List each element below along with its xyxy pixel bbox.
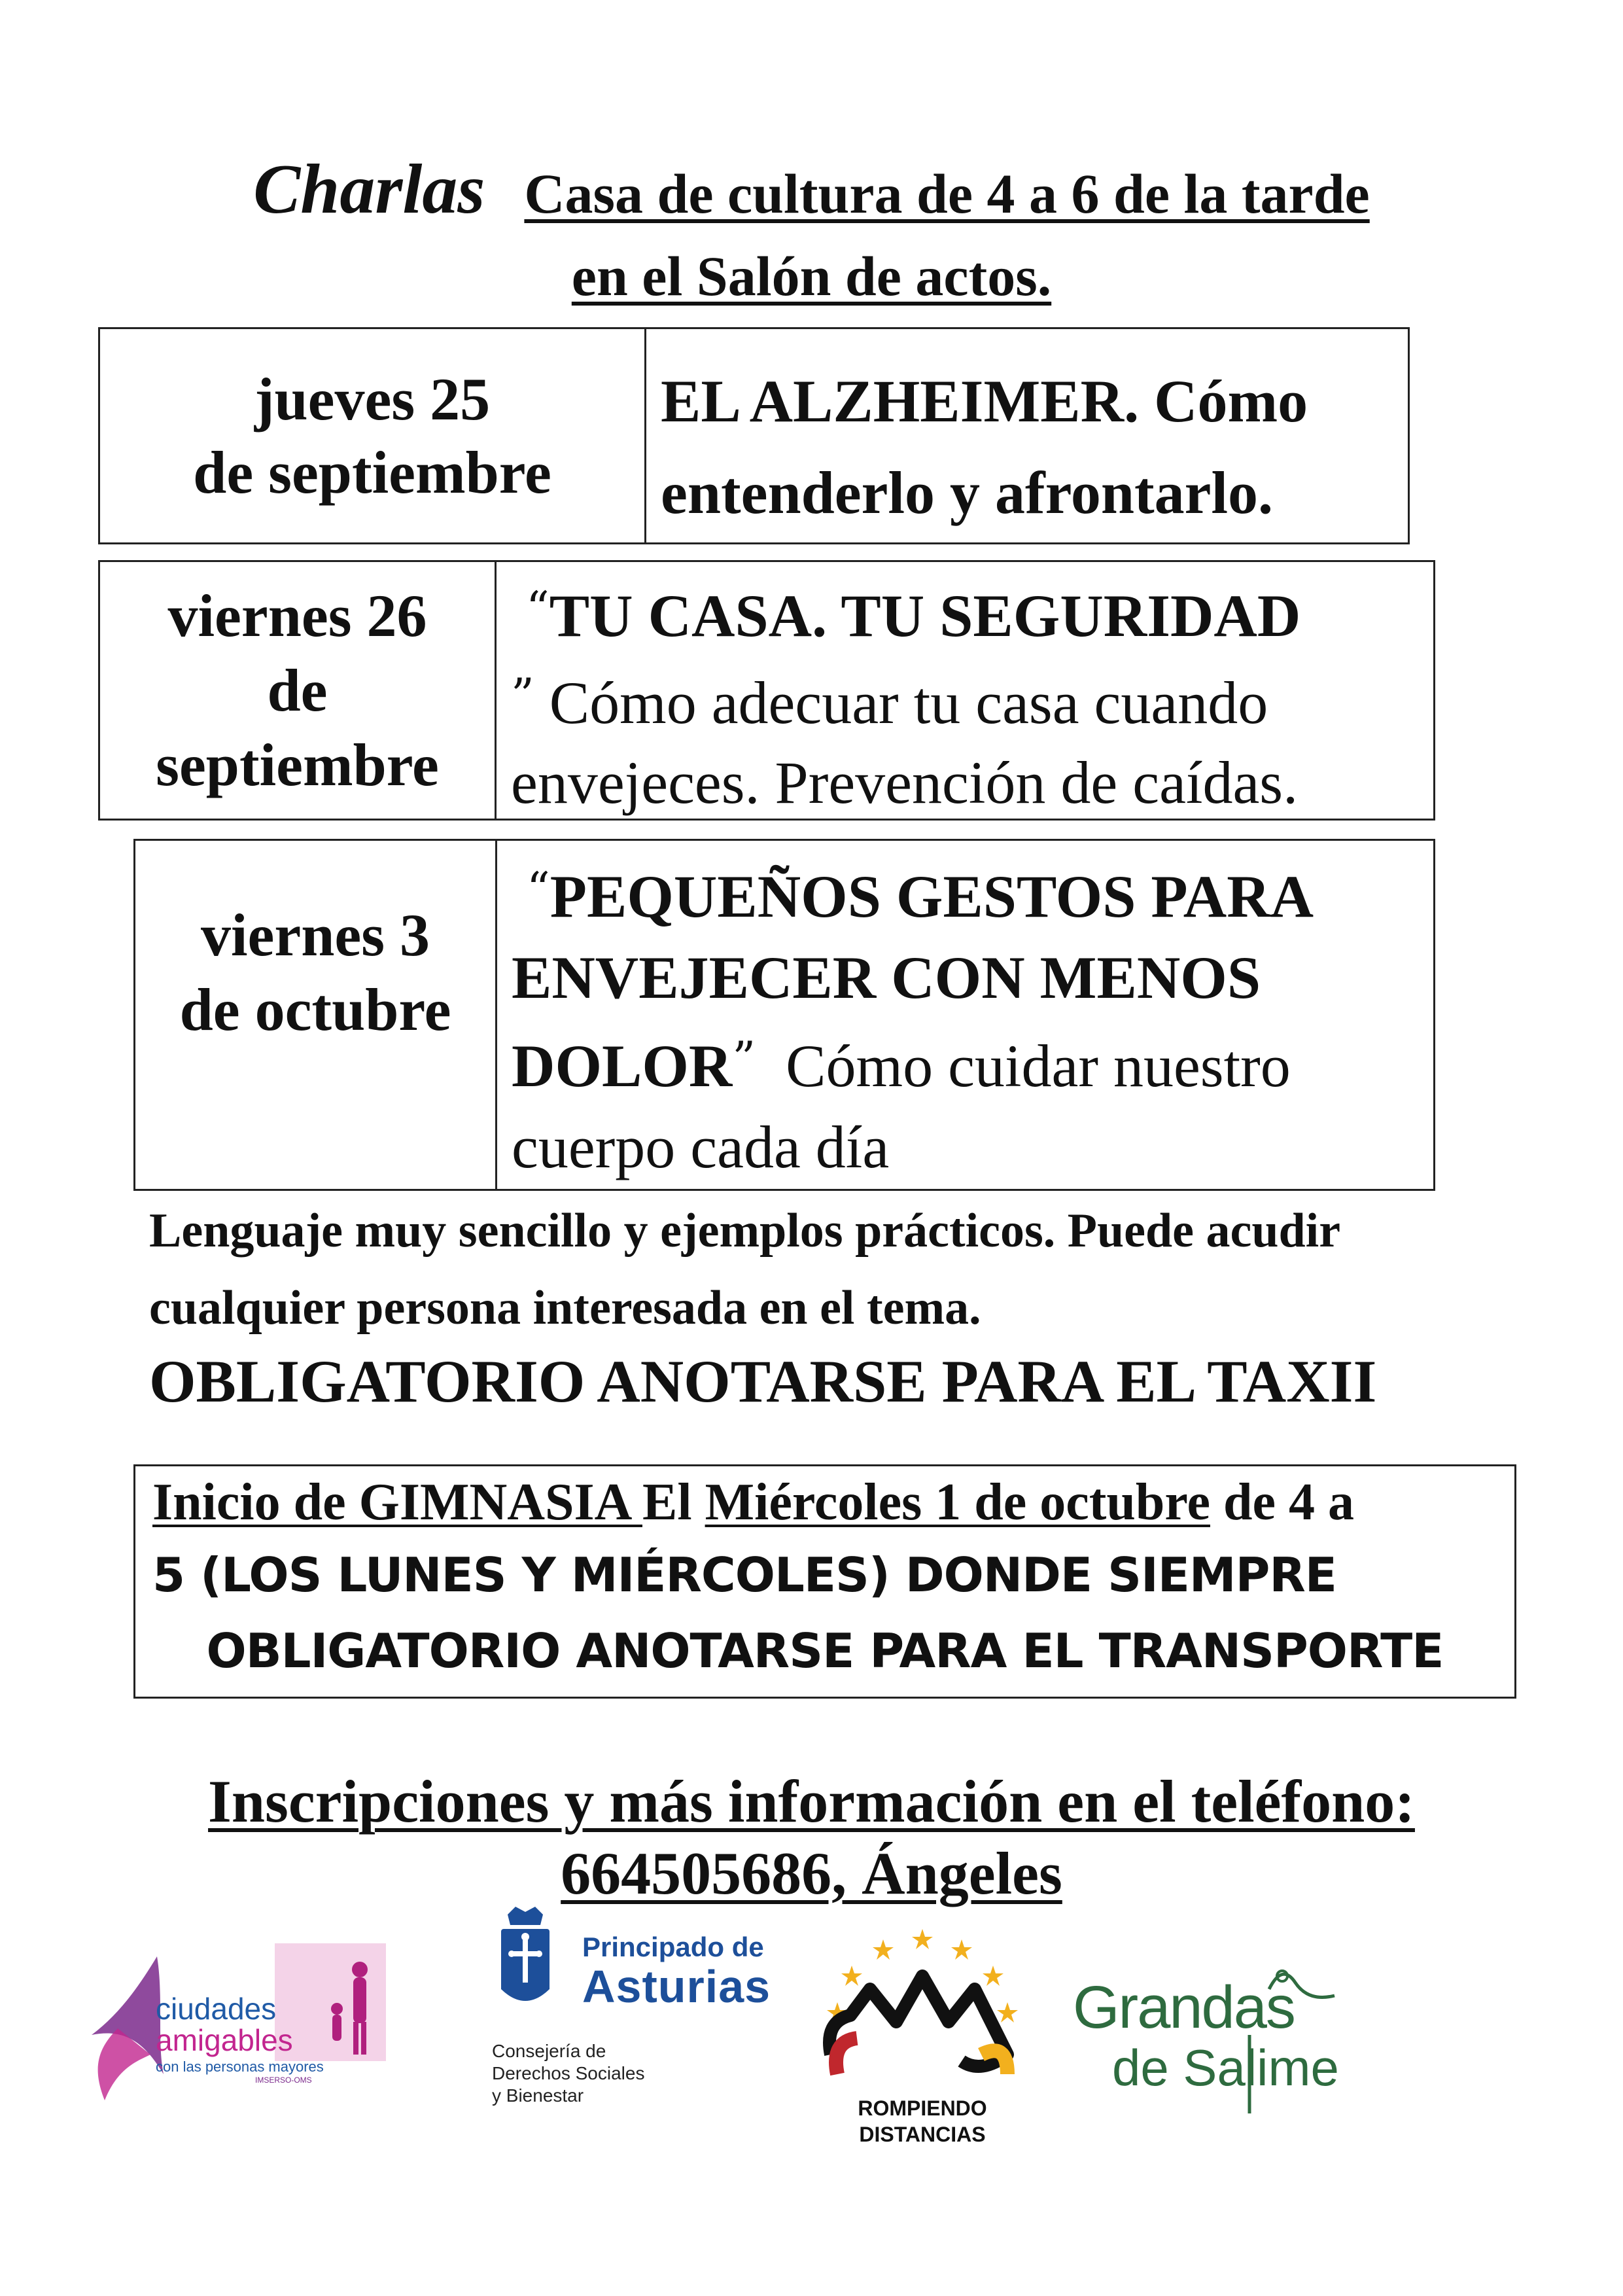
dept-line: Derechos Sociales [492, 2063, 645, 2083]
ciudades-amigables-logo [79, 1937, 393, 2120]
talk-date-cell [135, 841, 497, 1189]
venue-line-2: en el Salón de actos. [571, 245, 1052, 308]
talk-desc-line [512, 1018, 1427, 1106]
talk-title-line [512, 849, 1427, 937]
asturias-line-2: Asturias [582, 1961, 771, 2012]
talk-desc-line: cuerpo cada día [512, 1114, 890, 1180]
talk-date-line: de [267, 657, 328, 724]
ciudades-word: ciudades [156, 1992, 277, 2026]
grandas-de-salime-logo [1073, 1950, 1361, 2120]
gym-line-2: 5 (LOS LUNES Y MIÉRCOLES) DONDE SIEMPRE [152, 1547, 1336, 1602]
open-quote: “ [527, 862, 550, 916]
gym-date: Miércoles 1 de octubre [705, 1474, 1210, 1531]
talk-title: TU CASA. TU SEGURIDAD [549, 582, 1301, 649]
gym-info-box [133, 1464, 1516, 1699]
dept-line: y Bienestar [492, 2085, 584, 2106]
rompiendo-distancias-logo [811, 1924, 1034, 2159]
asturias-line-1: Principado de [582, 1932, 764, 1962]
note-line: cualquier persona interesada en el tema. [149, 1281, 981, 1335]
talk-table-2 [98, 560, 1435, 821]
talk-date-cell [100, 562, 497, 819]
dept-line: Consejería de [492, 2041, 606, 2061]
contact-phone: 664505686, Ángeles [561, 1840, 1062, 1907]
grandas-line-1: Grandas [1073, 1974, 1295, 2041]
talk-date-line: viernes 3 [200, 902, 430, 968]
rompiendo-distancias-graphic [811, 1924, 1034, 2094]
talk-title: ENVEJECER CON MENOS [512, 944, 1261, 1011]
talk-table-3 [133, 839, 1435, 1191]
talk-topic-cell [497, 841, 1433, 1189]
amigables-word: amigables [156, 2023, 293, 2057]
contact-line-2 [0, 1839, 1623, 1908]
talk-date-line: jueves 25 [254, 366, 491, 433]
close-quote: ” [511, 669, 534, 722]
contact-text: Inscripciones y más información en el teléfono: [208, 1768, 1415, 1835]
gym-time: de 4 a [1210, 1474, 1354, 1531]
header-line-1 [0, 149, 1623, 230]
gym-el: El [642, 1474, 705, 1531]
talk-title: PEQUEÑOS GESTOS PARA [550, 863, 1314, 930]
talk-date-line: viernes 26 [167, 582, 427, 649]
rompiendo-text [811, 2095, 1034, 2147]
gym-start-label: Inicio de GIMNASIA [152, 1474, 642, 1531]
ciudades-tagline: con las personas mayores [156, 2058, 324, 2075]
talk-date-cell [100, 329, 646, 542]
talk-desc-line [511, 656, 1424, 743]
note-line: Lenguaje muy sencillo y ejemplos prácticos. Puede acudir [149, 1204, 1341, 1258]
talk-date-line: de octubre [179, 976, 451, 1043]
close-quote: ” [732, 1032, 756, 1086]
contact-line-1 [0, 1767, 1623, 1836]
talk-title: DOLOR [512, 1033, 733, 1099]
venue-line-1: Casa de cultura de 4 a 6 de la tarde [524, 162, 1370, 225]
talk-desc: Cómo cuidar nuestro [756, 1033, 1291, 1099]
simple-language-note [149, 1192, 1575, 1347]
talk-topic-cell [497, 562, 1433, 819]
rompiendo-line: ROMPIENDO [858, 2096, 987, 2120]
asturias-shield-icon [489, 1903, 561, 2014]
grandas-line-2: de Salime [1112, 2039, 1339, 2096]
charlas-title: Charlas [253, 150, 485, 228]
taxi-notice: OBLIGATORIO ANOTARSE PARA EL TAXII [149, 1348, 1377, 1415]
talk-desc: Cómo adecuar tu casa cuando [534, 669, 1268, 736]
gym-line-1 [152, 1473, 1354, 1532]
talk-topic-line: EL ALZHEIMER. Cómo [661, 368, 1308, 434]
principado-asturias-logo [484, 1903, 811, 2119]
talk-date-line: septiembre [156, 732, 439, 798]
open-quote: “ [526, 582, 550, 635]
talk-topic-cell [646, 329, 1408, 542]
ciudades-small: IMSERSO-OMS [255, 2075, 312, 2085]
talk-desc-line: envejeces. Prevención de caídas. [511, 749, 1299, 816]
talk-topic-line: entenderlo y afrontarlo. [661, 459, 1274, 526]
asturias-department [492, 2040, 644, 2107]
rompiendo-line: DISTANCIAS [859, 2123, 986, 2146]
talk-table-1 [98, 327, 1410, 544]
talk-title-line [511, 569, 1424, 656]
gym-transport-notice: OBLIGATORIO ANOTARSE PARA EL TRANSPORTE [206, 1623, 1444, 1678]
talk-title-line [512, 937, 1427, 1018]
talk-date-line: de septiembre [193, 439, 551, 506]
header-line-2 [0, 243, 1623, 309]
